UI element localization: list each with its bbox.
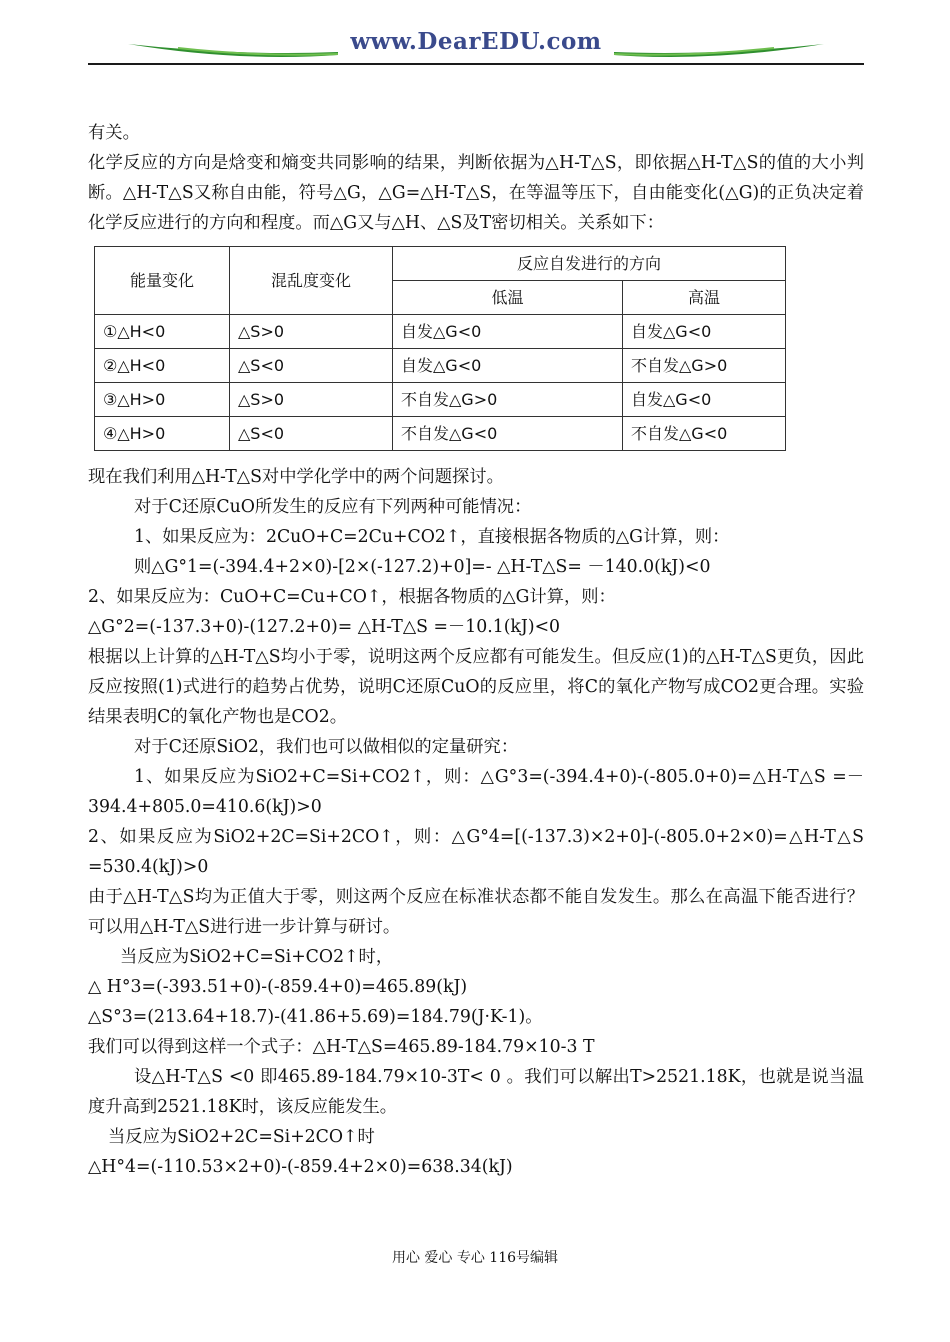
paragraph: 2、如果反应为SiO2+2C=Si+2CO↑，则：△G°4=[(-137.3)×2+0]-(-805.0+2×0)=△H-T△S =530.4(kJ)>0 bbox=[88, 827, 864, 877]
page-header bbox=[88, 26, 864, 70]
paragraph: 1、如果反应为：2CuO+C=2Cu+CO2↑，直接根据各物质的△G计算，则： bbox=[134, 527, 730, 547]
cell-high-temp: 自发△G<0 bbox=[623, 315, 786, 349]
cell-high-temp: 自发△G<0 bbox=[623, 383, 786, 417]
spontaneity-table bbox=[94, 246, 786, 451]
cell-energy: ②△H<0 bbox=[95, 349, 230, 383]
paragraph: 对于C还原SiO2，我们也可以做相似的定量研究： bbox=[134, 737, 519, 757]
table-row bbox=[95, 349, 786, 383]
paragraph: 2、如果反应为：CuO+C=Cu+CO↑，根据各物质的△G计算，则： bbox=[88, 587, 616, 607]
paragraph: 当反应为SiO2+2C=Si+2CO↑时 bbox=[108, 1127, 375, 1147]
cell-disorder: △S<0 bbox=[230, 349, 393, 383]
document-body bbox=[88, 118, 864, 1182]
table-row bbox=[95, 315, 786, 349]
page-footer: 用心 爱心 专心 116号编辑 bbox=[391, 1250, 559, 1266]
cell-low-temp: 不自发△G>0 bbox=[393, 383, 623, 417]
paragraph: △S°3=(213.64+18.7)-(41.86+5.69)=184.79(J·K-1)。 bbox=[88, 1007, 543, 1027]
paragraph: 对于C还原CuO所发生的反应有下列两种可能情况： bbox=[134, 497, 532, 517]
cell-energy: ①△H<0 bbox=[95, 315, 230, 349]
header-low-temp: 低温 bbox=[393, 281, 623, 315]
header-disorder: 混乱度变化 bbox=[230, 247, 393, 315]
cell-energy: ③△H>0 bbox=[95, 383, 230, 417]
paragraph: 我们可以得到这样一个式子：△H-T△S=465.89-184.79×10-3 T bbox=[88, 1037, 595, 1057]
header-rule bbox=[88, 63, 864, 65]
paragraph: 设△H-T△S <0 即465.89-184.79×10-3T< 0 。我们可以解出T>2521.18K，也就是说当温度升高到2521.18K时，该反应能发生。 bbox=[88, 1067, 864, 1117]
cell-disorder: △S>0 bbox=[230, 315, 393, 349]
paragraph: 由于△H-T△S均为正值大于零，则这两个反应在标准状态都不能自发发生。那么在高温下能否进行？可以用△H-T△S进行进一步计算与研讨。 bbox=[88, 887, 864, 937]
paragraph: △H°4=(-110.53×2+0)-(-859.4+2×0)=638.34(kJ) bbox=[88, 1157, 513, 1177]
paragraph: 有关。 bbox=[88, 123, 140, 143]
cell-disorder: △S>0 bbox=[230, 383, 393, 417]
cell-disorder: △S<0 bbox=[230, 417, 393, 451]
cell-low-temp: 自发△G<0 bbox=[393, 315, 623, 349]
paragraph: 则△G°1=(-394.4+2×0)-[2×(-127.2)+0]=- △H-T△S= －140.0(kJ)<0 bbox=[134, 557, 711, 577]
paragraph: 化学反应的方向是焓变和熵变共同影响的结果，判断依据为△H-T△S，即依据△H-T△S的值的大小判断。△H-T△S又称自由能，符号△G，△G=△H-T△S，在等温等压下，自由能变化(△G)的正负决定着化学反应进行的方向和程度。而△G又与△H、△S及T密切相关。关系如下： bbox=[88, 153, 864, 233]
cell-low-temp: 自发△G<0 bbox=[393, 349, 623, 383]
cell-high-temp: 不自发△G>0 bbox=[623, 349, 786, 383]
paragraph: 1、如果反应为SiO2+C=Si+CO2↑，则：△G°3=(-394.4+0)-(-805.0+0)=△H-T△S =－394.4+805.0=410.6(kJ)>0 bbox=[88, 767, 864, 817]
paragraph: 当反应为SiO2+C=Si+CO2↑时， bbox=[120, 947, 394, 967]
paragraph: △ H°3=(-393.51+0)-(-859.4+0)=465.89(kJ) bbox=[88, 977, 468, 997]
cell-low-temp: 不自发△G<0 bbox=[393, 417, 623, 451]
header-direction: 反应自发进行的方向 bbox=[393, 247, 786, 281]
paragraph: 根据以上计算的△H-T△S均小于零，说明这两个反应都有可能发生。但反应(1)的△H-T△S更负，因此反应按照(1)式进行的趋势占优势，说明C还原CuO的反应里，将C的氧化产物写成CO2更合理。实验结果表明C的氧化产物也是CO2。 bbox=[88, 647, 864, 727]
table-row bbox=[95, 383, 786, 417]
header-high-temp: 高温 bbox=[623, 281, 786, 315]
paragraph: △G°2=(-137.3+0)-(127.2+0)= △H-T△S =－10.1(kJ)<0 bbox=[88, 617, 561, 637]
cell-energy: ④△H>0 bbox=[95, 417, 230, 451]
table-row bbox=[95, 417, 786, 451]
paragraph: 现在我们利用△H-T△S对中学化学中的两个问题探讨。 bbox=[88, 467, 504, 487]
site-logo-text: www.DearEDU.com bbox=[350, 28, 602, 55]
cell-high-temp: 不自发△G<0 bbox=[623, 417, 786, 451]
spontaneity-table-wrapper bbox=[94, 246, 864, 451]
header-energy: 能量变化 bbox=[95, 247, 230, 315]
